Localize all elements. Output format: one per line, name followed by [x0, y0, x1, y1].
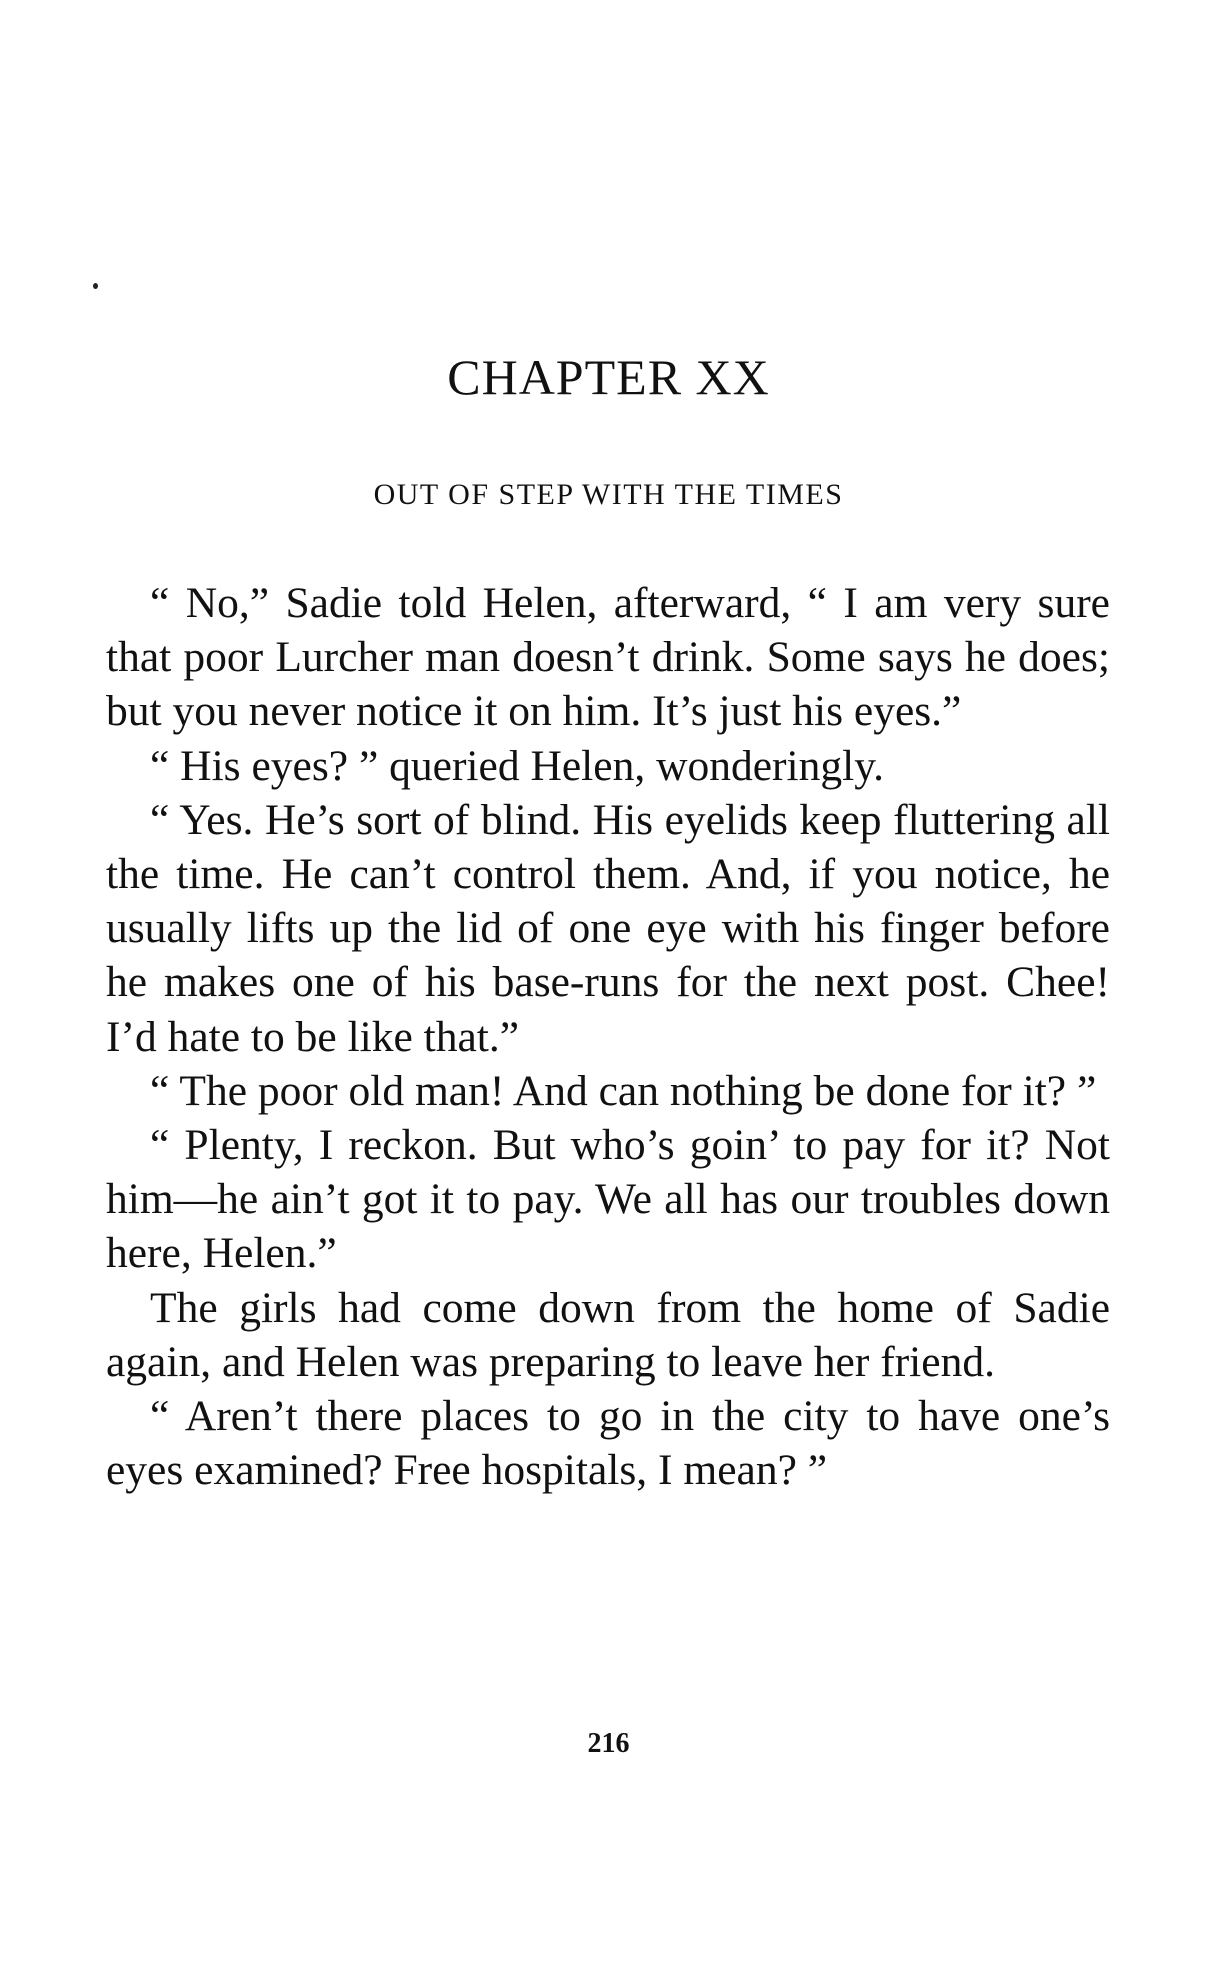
page-number: 216 [587, 1728, 630, 1759]
paragraph: “ His eyes? ” queried Helen, wonderingly. [150, 741, 884, 790]
body-text [106, 576, 1110, 1497]
paragraph: The girls had come down from the home of Sadie again, and Helen was preparing to leave her friend. [106, 1283, 1110, 1386]
ink-speck [93, 283, 98, 289]
chapter-title: CHAPTER XX [447, 349, 770, 405]
paragraph: “ Aren’t there places to go in the city to have one’s eyes examined? Free hospitals, I mean? ” [106, 1392, 1110, 1495]
chapter-subtitle: OUT OF STEP WITH THE TIMES [373, 478, 844, 511]
paragraph: “ Plenty, I reckon. But who’s goin’ to pay for it? Not him—he ain’t got it to pay. We all has our troubles down here, Helen.” [106, 1121, 1110, 1278]
paragraph: “ Yes. He’s sort of blind. His eyelids keep fluttering all the time. He can’t control them. And, if you notice, he usually lifts up the lid of one eye with his finger before he makes one of his base-runs for the next post. Chee! I’d hate to be like that.” [106, 795, 1110, 1061]
paragraph: “ The poor old man! And can nothing be done for it? ” [150, 1066, 1097, 1115]
paragraph: “ No,” Sadie told Helen, afterward, “ I am very sure that poor Lurcher man doesn’t drink. Some says he does; but you never notice it on him. It’s just his eyes.” [106, 579, 1110, 736]
